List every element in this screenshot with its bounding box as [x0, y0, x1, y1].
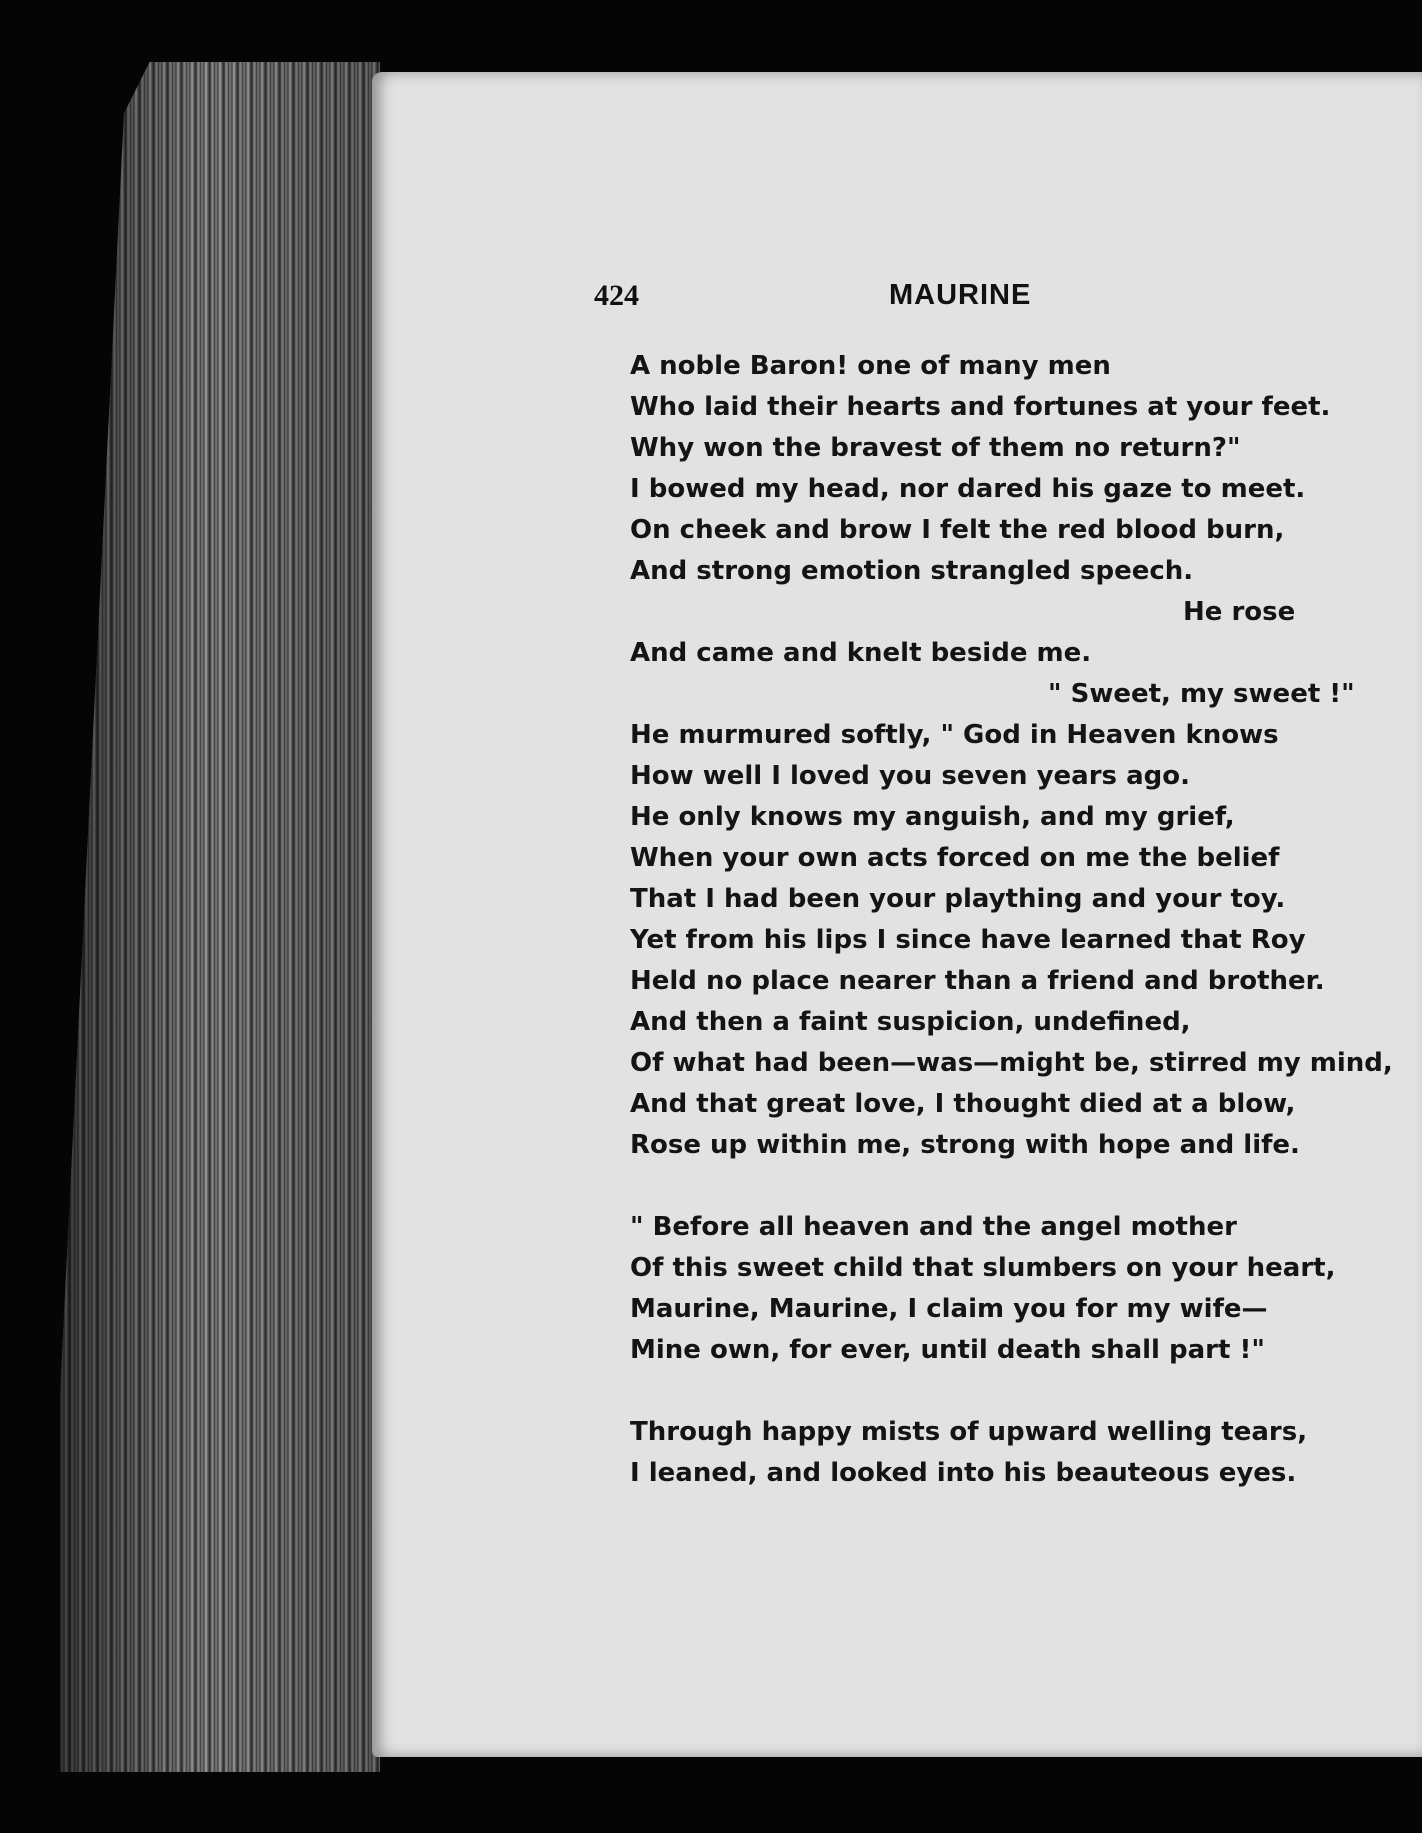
poem-line: " Before all heaven and the angel mother: [630, 1212, 1237, 1242]
poem-line: " Sweet, my sweet !": [1048, 679, 1355, 709]
poem-line: And that great love, I thought died at a blow,: [630, 1089, 1296, 1119]
poem-line: Yet from his lips I since have learned that Roy: [630, 925, 1306, 955]
poem-line: He only knows my anguish, and my grief,: [630, 802, 1235, 832]
stanza-gap: [630, 1371, 1390, 1412]
poem-line: Maurine, Maurine, I claim you for my wife—: [630, 1294, 1268, 1324]
page-edges-shadow: [60, 62, 380, 1772]
poem-line: Of this sweet child that slumbers on your heart,: [630, 1253, 1336, 1283]
poem-line: Rose up within me, strong with hope and life.: [630, 1130, 1300, 1160]
poem-line: He rose: [1183, 597, 1296, 627]
poem-line: How well I loved you seven years ago.: [630, 761, 1190, 791]
poem-line: And strong emotion strangled speech.: [630, 556, 1194, 586]
page-number: 424: [594, 279, 639, 312]
poem-line: He murmured softly, " God in Heaven knows: [630, 720, 1279, 750]
poem-line: And came and knelt beside me.: [630, 638, 1092, 668]
poem-line: Who laid their hearts and fortunes at your feet.: [630, 392, 1331, 422]
poem-line: Through happy mists of upward welling tears,: [630, 1417, 1308, 1447]
poem-line: Of what had been—was—might be, stirred my mind,: [630, 1048, 1393, 1078]
poem-line: Held no place nearer than a friend and brother.: [630, 966, 1325, 996]
poem-line: I bowed my head, nor dared his gaze to meet.: [630, 474, 1306, 504]
poem-line: Mine own, for ever, until death shall part !": [630, 1335, 1265, 1365]
running-title: MAURINE: [889, 279, 1032, 311]
book-page: [372, 72, 1422, 1757]
running-head: [372, 279, 1422, 319]
poem-line: That I had been your plaything and your toy.: [630, 884, 1286, 914]
poem-line: I leaned, and looked into his beauteous eyes.: [630, 1458, 1297, 1488]
poem-line: A noble Baron! one of many men: [630, 351, 1111, 381]
poem-line: Why won the bravest of them no return?": [630, 433, 1241, 463]
poem-line: On cheek and brow I felt the red blood burn,: [630, 515, 1285, 545]
poem-line: When your own acts forced on me the belief: [630, 843, 1280, 873]
poem-text: [630, 346, 1393, 1494]
stanza-gap: [630, 1166, 1390, 1207]
poem-line: And then a faint suspicion, undefined,: [630, 1007, 1191, 1037]
